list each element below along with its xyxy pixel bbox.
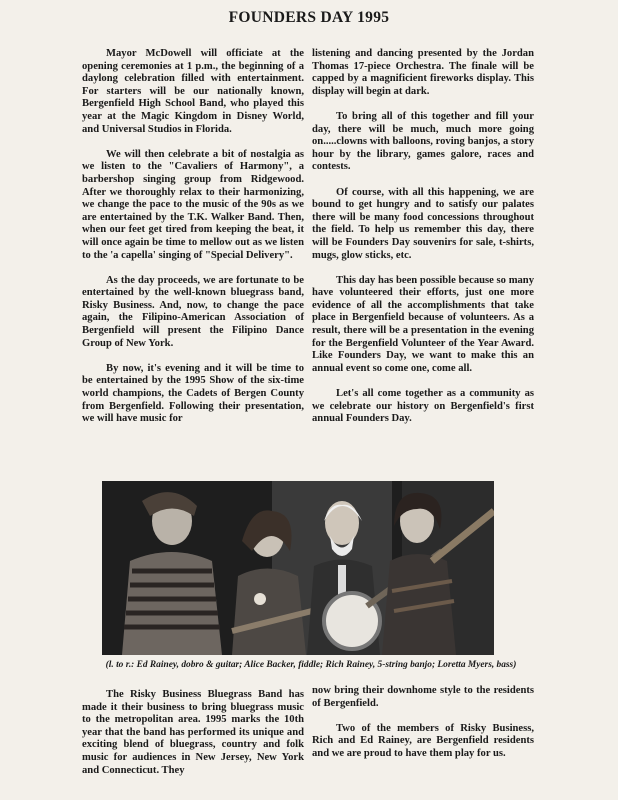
right-column-top xyxy=(312,48,534,438)
page-title: FOUNDERS DAY 1995 xyxy=(228,9,390,26)
paragraph: As the day proceeds, we are fortunate to be entertained by the well-known bluegrass band, Risky Business. And, now, to change the pace again, the Filipino-American Association of Bergenfield will present the Filipino Dance Group of New York. xyxy=(82,274,304,349)
paragraph: By now, it's evening and it will be time to be entertained by the 1995 Show of the six-time world champions, the Cadets of Bergen County from Bergenfield. Following their presentation, we will have music for xyxy=(82,362,304,425)
paragraph: Two of the members of Risky Business, Rich and Ed Rainey, are Bergenfield residents and we are proud to have them play for us. xyxy=(312,722,534,759)
band-photo xyxy=(102,481,494,655)
paragraph: listening and dancing presented by the Jordan Thomas 17-piece Orchestra. The finale will be capped by a magnificient fireworks display. This display will begin at dark. xyxy=(312,48,534,97)
paragraph: To bring all of this together and fill your day, there will be much, much more going on.....clowns with balloons, roving banjos, a story hour by the library, games galore, races and contests. xyxy=(312,110,534,173)
photo-caption: (l. to r.: Ed Rainey, dobro & guitar; Alice Backer, fiddle; Rich Rainey, 5-string banjo; Loretta Myers, bass) xyxy=(105,660,517,670)
right-column-bottom xyxy=(312,685,534,773)
paragraph: The Risky Business Bluegrass Band has made it their business to bring bluegrass music to the metropolitan area. 1995 marks the 10th year that the band has performed its unique and exciting blend of bluegrass, country and folk music for audiences in New Jersey, New York and Connecticut. They xyxy=(82,689,304,776)
paragraph: now bring their downhome style to the residents of Bergenfield. xyxy=(312,685,534,709)
left-column-bottom xyxy=(82,689,304,790)
paragraph: Mayor McDowell will officiate at the opening ceremonies at 1 p.m., the beginning of a daylong celebration filled with entertainment. For starters will be our nationally known, Bergenfield High School Band, who played this year at the Magic Kingdom in Disney World, and Universal Studios in Florida. xyxy=(82,48,304,135)
paragraph: We will then celebrate a bit of nostalgia as we listen to the "Cavaliers of Harmony", a barbershop singing group from Ridgewood. After we thoroughly relax to their harmonizing, we change the pace to the music of the 90s as we are entertained by the T.K. Walker Band. Then, when our feet get tired from keeping the beat, it will once again be time to mellow out as we listen to the 'a capella' singing of "Special Delivery". xyxy=(82,148,304,261)
left-column-top xyxy=(82,48,304,438)
paragraph: This day has been possible because so many have volunteered their efforts, just one more evidence of all the accomplishments that take place in Bergenfield because of volunteers. As a result, there will be a presentation in the evening for the Bergenfield Volunteer of the Year Award. Like Founders Day, we want to make this an annual event so come one, come all. xyxy=(312,274,534,374)
paragraph: Let's all come together as a community as we celebrate our history on Bergenfield's first annual Founders Day. xyxy=(312,388,534,425)
paragraph: Of course, with all this happening, we are bound to get hungry and to satisfy our palates there will be many food concessions throughout the field. To help us remember this day, there will be Founders Day souvenirs for sale, t-shirts, mugs, glow sticks, etc. xyxy=(312,186,534,261)
